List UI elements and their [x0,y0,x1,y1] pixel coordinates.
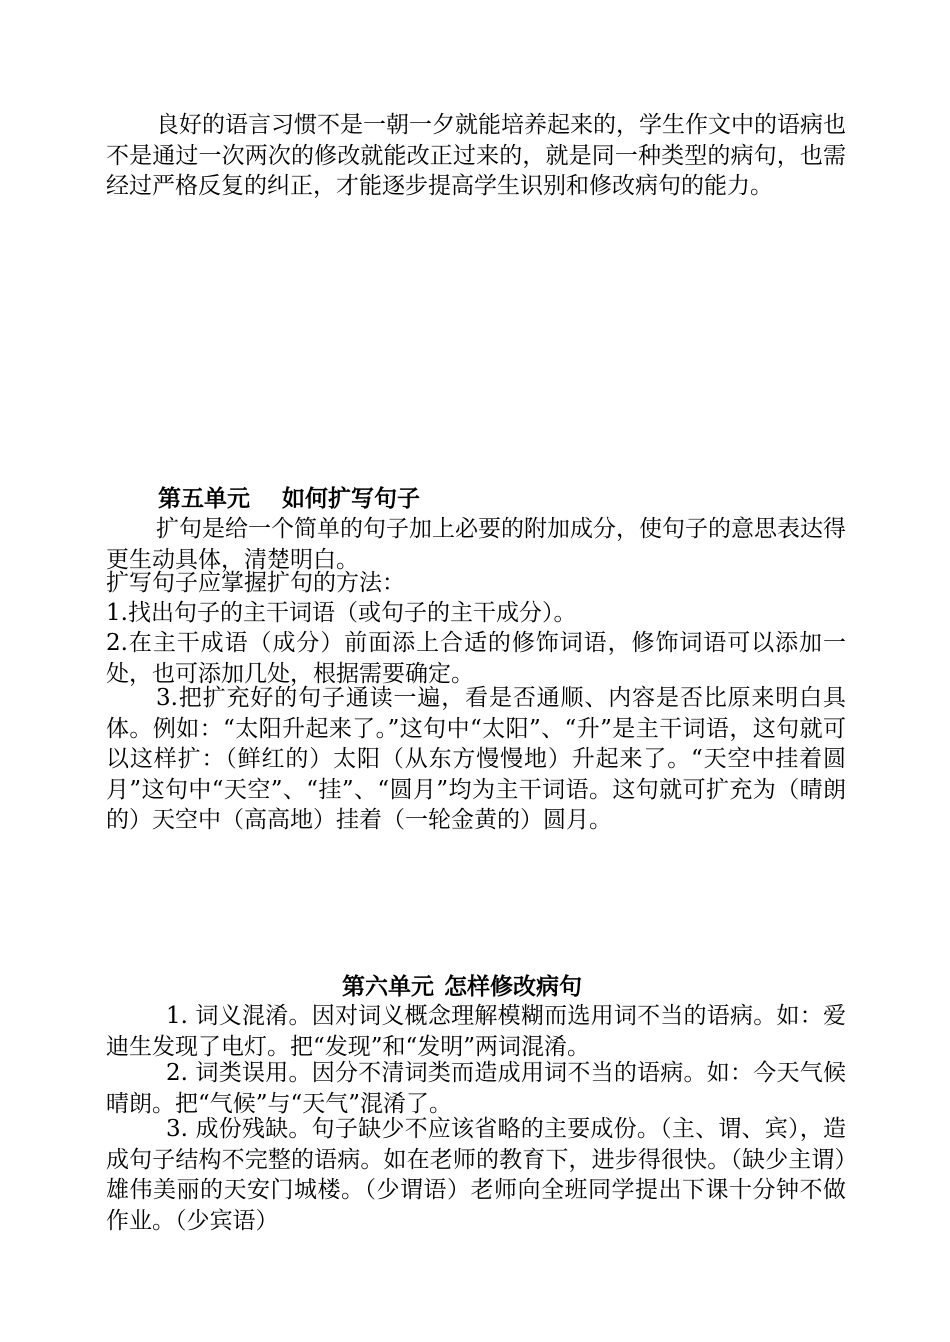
unit5-step-1: 1.找出句子的主干词语（或句子的主干成分）。 [106,600,577,626]
unit6-title: 怎样修改病句 [444,973,582,1000]
unit6-number: 第六单元 [342,973,434,1000]
unit5-method-intro: 扩写句子应掌握扩句的方法： [106,570,405,596]
unit6-item-1: 1. 词义混淆。因对词义概念理解模糊而选用词不当的语病。如：爱迪生发现了电灯。把“发现”和“发明”两词混淆。 [106,1003,846,1060]
document-page [106,0,846,1342]
unit5-step-2: 2.在主干成语（成分）前面添上合适的修饰词语，修饰词语可以添加一处，也可添加几处，根据需要确定。 [106,630,846,687]
unit5-number: 第五单元 [158,485,250,512]
unit5-definition: 扩句是给一个简单的句子加上必要的附加成分，使句子的意思表达得更生动具体，清楚明白。 [106,516,846,573]
unit6-item-2: 2. 词类误用。因分不清词类而造成用词不当的语病。如：今天气候晴朗。把“气候”与“天气”混淆了。 [106,1060,846,1117]
unit6-item-3: 3. 成份残缺。句子缺少不应该省略的主要成份。（主、谓、宾），造成句子结构不完整的语病。如在老师的教育下，进步得很快。（缺少主谓）雄伟美丽的天安门城楼。（少谓语）老师向全班同学提出下课十分钟不做作业。（少宾语） [106,1116,846,1234]
intro-paragraph: 良好的语言习惯不是一朝一夕就能培养起来的，学生作文中的语病也不是通过一次两次的修改就能改正过来的，就是同一种类型的病句，也需经过严格反复的纠正，才能逐步提高学生识别和修改病句的能力。 [106,112,846,199]
unit6-heading [342,972,582,1003]
unit5-step-3: 3.把扩充好的句子通读一遍，看是否通顺、内容是否比原来明白具体。例如：“太阳升起来了。”这句中“太阳”、“升”是主干词语，这句就可以这样扩：（鲜红的）太阳（从东方慢慢地）升起来了。“天空中挂着圆月”这句中“天空”、“挂”、“圆月”均为主干词语。这句就可扩充为（晴朗的）天空中（高高地）挂着（一轮金黄的）圆月。 [106,685,846,833]
unit5-heading [158,484,420,515]
unit5-title: 如何扩写句子 [282,485,420,512]
